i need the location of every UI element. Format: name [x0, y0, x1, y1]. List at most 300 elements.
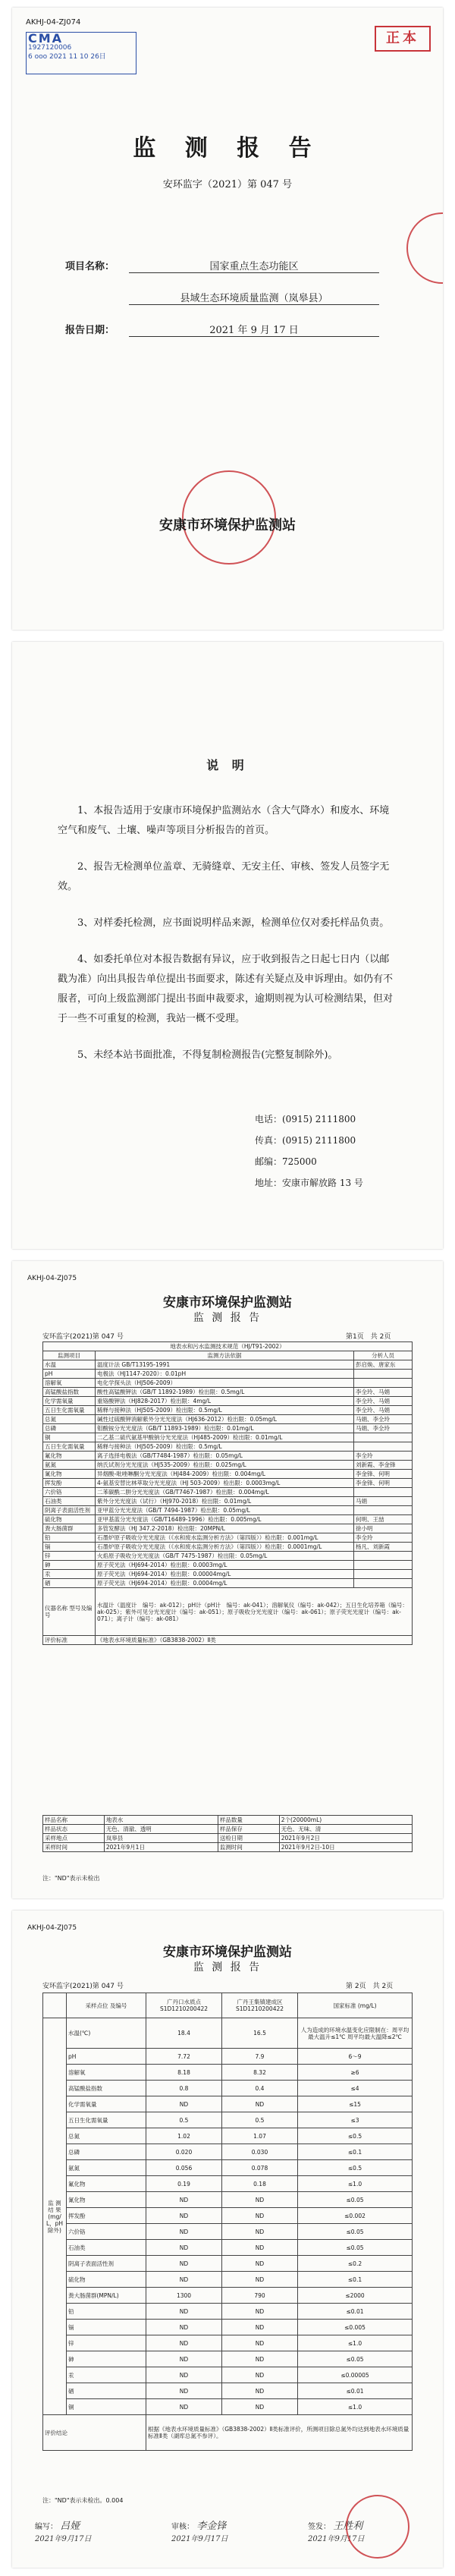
field-label: 报告日期： [65, 325, 115, 336]
result-value-site-1: ND [146, 2192, 222, 2208]
result-standard-limit: ≤0.00005 [298, 2367, 413, 2383]
result-row [43, 2112, 413, 2128]
method-item: 总氮 [43, 1415, 96, 1424]
result-parameter: 阴离子表面活性剂 [67, 2256, 146, 2272]
methods-table [42, 1341, 413, 1645]
project-name-row-2 [65, 290, 399, 305]
method-item: 石油类 [43, 1497, 96, 1506]
method-row [43, 1370, 413, 1379]
method-item: 锌 [43, 1552, 96, 1561]
field-value: 2021 年 9 月 17 日 [129, 322, 379, 337]
result-row [43, 2351, 413, 2367]
result-value-site-1: ND [146, 2240, 222, 2256]
result-value-site-2: ND [222, 2272, 298, 2288]
sample-info-label: 样品数量 [218, 1816, 279, 1825]
note-item: 2、报告无检测单位盖章、无骑缝章、无安主任、审核、签发人员签字无效。 [58, 861, 390, 892]
result-value-site-2: ND [222, 2224, 298, 2240]
table-header-row [43, 1993, 413, 2018]
column-header: 广丹王集镇建成区 S1D1210200422 [222, 1993, 298, 2018]
method-row [43, 1461, 413, 1470]
sample-info-body [43, 1816, 413, 1852]
result-parameter: 氨氮 [67, 2160, 146, 2176]
method-basis: 二乙基二硫代氨基甲酸钠分光光度法（HJ485-2009）检出限：0.01mg/L [96, 1433, 354, 1442]
document-code: AKHJ-04-ZJ075 [27, 1924, 77, 1932]
method-analyst: 李金锋、何明 [354, 1470, 413, 1479]
method-item: 硫化物 [43, 1515, 96, 1524]
result-row [43, 2128, 413, 2144]
sample-info-label: 样品保存 [218, 1825, 279, 1834]
method-analyst: 李全玲 [354, 1452, 413, 1461]
page-number: 第1页 共 2页 [346, 1333, 391, 1341]
method-row [43, 1543, 413, 1552]
result-parameter: 铜 [67, 2399, 146, 2415]
method-item: 挥发酚 [43, 1479, 96, 1488]
field-value: 国家重点生态功能区 [129, 258, 379, 273]
method-basis: 钼酸铵分光光度法（GB/T 11893-1989）检出限：0.01mg/L [96, 1424, 354, 1433]
result-value-site-1: 1300 [146, 2288, 222, 2304]
handwritten-signature: 李金锋 [196, 2521, 227, 2532]
table-caption: 地表水和污水监测技术规范（HJ/T91-2002） [43, 1342, 413, 1351]
method-analyst: 彭启焕、唐家东 [354, 1360, 413, 1370]
report-number: 安环监字(2021)第 047 号 [42, 1983, 124, 1990]
note-item: 5、未经本站书面批准，不得复制检测报告(完整复制除外)。 [77, 1049, 338, 1061]
result-value-site-2: ND [222, 2383, 298, 2399]
method-analyst [354, 1570, 413, 1579]
method-row [43, 1524, 413, 1533]
org-title: 安康市环境保护监测站 [163, 1945, 292, 1960]
method-item: 溶解氧 [43, 1379, 96, 1388]
result-row [43, 2208, 413, 2224]
method-row [43, 1452, 413, 1461]
report-title: 监 测 报 告 [133, 135, 322, 162]
result-parameter: 镉 [67, 2320, 146, 2335]
result-value-site-1: ND [146, 2351, 222, 2367]
method-analyst [354, 1370, 413, 1379]
method-row [43, 1397, 413, 1406]
method-row [43, 1470, 413, 1479]
method-basis: 原子荧光法（HJ694-2014）检出限：0.0003mg/L [96, 1561, 354, 1570]
signature-date: 2021年9月17日 [171, 2535, 228, 2543]
method-row [43, 1497, 413, 1506]
result-value-site-2: 1.07 [222, 2128, 298, 2144]
document-code: AKHJ-04-ZJ074 [26, 18, 81, 27]
method-row [43, 1506, 413, 1515]
result-value-site-2: 7.9 [222, 2049, 298, 2065]
method-analyst: 李金锋、何明 [354, 1479, 413, 1488]
method-item: 水温 [43, 1360, 96, 1370]
method-basis: 纳氏试剂分光光度法（HJ535-2009）检出限：0.025mg/L [96, 1461, 354, 1470]
result-value-site-2: ND [222, 2304, 298, 2320]
result-value-site-1: 0.8 [146, 2081, 222, 2096]
result-value-site-1: ND [146, 2304, 222, 2320]
method-item: 镉 [43, 1543, 96, 1552]
result-parameter: 高锰酸盐指数 [67, 2081, 146, 2096]
side-seal-icon [406, 212, 443, 284]
note-item: 3、对样委托检测，应书面说明样品来源，检测单位仅对委托样品负责。 [77, 917, 390, 929]
result-row [43, 2176, 413, 2192]
sample-info-value: 2021年9月2日-10日 [279, 1843, 412, 1852]
method-basis: 稀释与接种法（HJ505-2009）检出限：0.5mg/L [96, 1442, 354, 1452]
result-value-site-2: ND [222, 2208, 298, 2224]
footnote: 注："ND"表示未检出 [42, 1875, 100, 1882]
report-notes-page [12, 642, 443, 1249]
method-item: 铜 [43, 1433, 96, 1442]
method-basis: 电化学探头法（HJ506-2009） [96, 1379, 354, 1388]
result-parameter: 水温(℃) [67, 2018, 146, 2049]
result-parameter: 石油类 [67, 2240, 146, 2256]
method-basis: 4-氨基安替比林萃取分光光度法（HJ 503-2009）检出限：0.0003mg/L [96, 1479, 354, 1488]
handwritten-signature: 王胜利 [333, 2521, 363, 2532]
method-item: 汞 [43, 1570, 96, 1579]
result-standard-limit: ≤2000 [298, 2288, 413, 2304]
result-value-site-1: ND [146, 2399, 222, 2415]
method-row [43, 1442, 413, 1452]
result-value-site-1: ND [146, 2320, 222, 2335]
method-basis: 重铬酸钾法（HJ828-2017）检出限：4mg/L [96, 1397, 354, 1406]
method-basis: 多管发酵法（HJ 347.2-2018）检出限：20MPN/L [96, 1524, 354, 1533]
sample-info-value: 2021年9月1日 [104, 1843, 218, 1852]
instrument-list: 水温计（温度计 编号：ak-012）；pH计（pH计 编号：ak-041）；溶解氧仪（编号：ak-042）；五日生化培养箱（编号：ak-025）；紫外可见分光光度计（编号：ak-051）；原子吸收分光光度计（编号：ak-061）；原子荧光光度计（编号：ak-071）；离子计（编号：ak-081） [96, 1588, 413, 1636]
result-standard-limit: ≤0.1 [298, 2144, 413, 2160]
sample-info-value: 无色、清澈、透明 [104, 1825, 218, 1834]
sample-info-label: 送检日期 [218, 1834, 279, 1843]
method-analyst: 马娟、李全玲 [354, 1424, 413, 1433]
result-row [43, 2304, 413, 2320]
sample-info-value: 无色、无味、清 [279, 1825, 412, 1834]
conclusion-row [43, 2415, 413, 2451]
method-analyst: 马娟、李全玲 [354, 1415, 413, 1424]
report-number: 安环监字（2021）第 047 号 [162, 179, 293, 190]
result-standard-limit: ≤15 [298, 2096, 413, 2112]
result-row [43, 2335, 413, 2351]
method-item: 总磷 [43, 1424, 96, 1433]
result-value-site-2: 0.18 [222, 2176, 298, 2192]
evaluation-standard: 《地表水环境质量标准》（GB3838-2002）Ⅱ类 [96, 1636, 413, 1645]
method-item: pH [43, 1370, 96, 1379]
result-value-site-1: 0.020 [146, 2144, 222, 2160]
official-seal-icon [346, 2495, 410, 2559]
method-analyst: 徐小明 [354, 1524, 413, 1533]
result-row [43, 2081, 413, 2096]
page-number: 第 2页 共 2页 [346, 1983, 394, 1990]
method-basis: 离子选择电极法（GB/T7484-1987）检出限：0.05mg/L [96, 1452, 354, 1461]
result-row [43, 2224, 413, 2240]
result-value-site-1: 1.02 [146, 2128, 222, 2144]
result-value-site-1: 7.72 [146, 2049, 222, 2065]
method-basis: 亚甲基蓝分光光度法（GB/T16489-1996）检出限：0.005mg/L [96, 1515, 354, 1524]
sample-info-label: 样品状态 [43, 1825, 105, 1834]
method-basis: 电极法（HJ1147-2020）：0.01pH [96, 1370, 354, 1379]
method-row [43, 1533, 413, 1543]
method-item: 氨氮 [43, 1461, 96, 1470]
method-analyst: 李全玲、马娟 [354, 1388, 413, 1397]
result-value-site-2: ND [222, 2192, 298, 2208]
result-parameter: 挥发酚 [67, 2208, 146, 2224]
result-parameter: 硒 [67, 2383, 146, 2399]
result-standard-limit: ≤1.0 [298, 2399, 413, 2415]
method-analyst: 李全玲 [354, 1533, 413, 1543]
result-parameter: 总氮 [67, 2128, 146, 2144]
method-row [43, 1570, 413, 1579]
result-parameter: pH [67, 2049, 146, 2065]
result-standard-limit: ≤3 [298, 2112, 413, 2128]
result-value-site-2: ND [222, 2335, 298, 2351]
report-number: 安环监字(2021)第 047 号 [42, 1333, 124, 1341]
result-standard-limit: ≥6 [298, 2065, 413, 2081]
note-item: 1、本报告适用于安康市环境保护监测站水（含大气降水）和废水、环境空气和废气、土壤、噪声等项目分析报告的首页。 [58, 805, 390, 836]
result-value-site-1: ND [146, 2224, 222, 2240]
result-value-site-1: ND [146, 2335, 222, 2351]
method-row [43, 1424, 413, 1433]
result-value-site-1: ND [146, 2272, 222, 2288]
result-value-site-2: ND [222, 2240, 298, 2256]
result-value-site-2: 0.5 [222, 2112, 298, 2128]
result-standard-limit: ≤4 [298, 2081, 413, 2096]
field-value: 县域生态环境质量监测（岚皋县） [129, 290, 379, 305]
method-row [43, 1579, 413, 1588]
result-parameter: 氟化物 [67, 2176, 146, 2192]
method-basis: 石墨炉原子吸收分光光度法（《水和废水监测分析方法》（第四版））检出限：0.0001mg/L [96, 1543, 354, 1552]
method-basis: 异烟酸-吡唑啉酮分光光度法（HJ484-2009）检出限：0.004mg/L [96, 1470, 354, 1479]
result-row [43, 2272, 413, 2288]
result-value-site-2: 0.4 [222, 2081, 298, 2096]
method-basis: 原子荧光法（HJ694-2014）检出限：0.00004mg/L [96, 1570, 354, 1579]
method-basis: 稀释与接种法（HJ505-2009）检出限：0.5mg/L [96, 1406, 354, 1415]
method-basis: 原子荧光法（HJ694-2014）检出限：0.0004mg/L [96, 1579, 354, 1588]
method-row [43, 1379, 413, 1388]
result-value-site-1: ND [146, 2367, 222, 2383]
method-analyst: 李全玲、马娟 [354, 1397, 413, 1406]
result-row [43, 2399, 413, 2415]
result-value-site-2: ND [222, 2367, 298, 2383]
result-value-site-1: ND [146, 2208, 222, 2224]
method-item: 五日生化需氧量 [43, 1406, 96, 1415]
result-standard-limit: 6～9 [298, 2049, 413, 2065]
result-standard-limit: ≤0.1 [298, 2272, 413, 2288]
result-value-site-2: 16.5 [222, 2018, 298, 2049]
method-row [43, 1488, 413, 1497]
method-analyst: 刘新霞、李金锋 [354, 1461, 413, 1470]
result-row [43, 2383, 413, 2399]
result-value-site-2: ND [222, 2351, 298, 2367]
method-row [43, 1479, 413, 1488]
sample-info-row [43, 1816, 413, 1825]
method-row [43, 1415, 413, 1424]
method-row [43, 1360, 413, 1370]
result-value-site-2: ND [222, 2320, 298, 2335]
method-analyst: 杨凡、刘新霞 [354, 1543, 413, 1552]
project-name-row [65, 258, 399, 273]
result-value-site-2: 790 [222, 2288, 298, 2304]
method-item: 高锰酸盐指数 [43, 1388, 96, 1397]
sample-info-row [43, 1825, 413, 1834]
issuing-organization: 安康市环境保护监测站 [159, 517, 296, 533]
conclusion-label: 评价结论 [43, 2415, 146, 2451]
column-header: 采样点位 及编号 [67, 1993, 146, 2018]
sample-info-label: 采样地点 [43, 1834, 105, 1843]
sample-info-row [43, 1843, 413, 1852]
method-item: 五日生化需氧量 [43, 1442, 96, 1452]
table-header-row [43, 1351, 413, 1360]
report-subtitle: 监 测 报 告 [193, 1961, 262, 1974]
result-standard-limit: ≤0.5 [298, 2160, 413, 2176]
method-analyst [354, 1433, 413, 1442]
method-row [43, 1433, 413, 1442]
mark-line-1: 1927120006 [28, 44, 72, 52]
method-analyst [354, 1442, 413, 1452]
result-parameter: 砷 [67, 2351, 146, 2367]
signature-writer [35, 2518, 164, 2543]
instrument-label: 仪器名称 型号及编号 [43, 1588, 96, 1636]
mark-line-2: 6 ooo 2021 11 10 26日 [28, 53, 106, 61]
result-value-site-1: 0.056 [146, 2160, 222, 2176]
result-value-site-1: 0.5 [146, 2112, 222, 2128]
sample-info-label: 监测时间 [218, 1843, 279, 1852]
result-value-site-2: 0.030 [222, 2144, 298, 2160]
method-item: 铅 [43, 1533, 96, 1543]
result-parameter: 硫化物 [67, 2272, 146, 2288]
method-row [43, 1552, 413, 1561]
signature-date: 2021年9月17日 [308, 2535, 365, 2543]
report-page-2 [12, 1911, 443, 2568]
result-parameter: 总磷 [67, 2144, 146, 2160]
instrument-row [43, 1588, 413, 1636]
result-row [43, 2367, 413, 2383]
method-row [43, 1406, 413, 1415]
result-value-site-1: ND [146, 2096, 222, 2112]
result-row [43, 2160, 413, 2176]
result-parameter: 六价铬 [67, 2224, 146, 2240]
result-standard-limit: ≤0.05 [298, 2351, 413, 2367]
results-side-label: 监 测 结 果 (mg/L，pH 除外) [43, 2018, 67, 2415]
result-parameter: 五日生化需氧量 [67, 2112, 146, 2128]
field-label: 项目名称： [65, 261, 115, 272]
report-date-row [65, 322, 399, 337]
report-cover-page [12, 8, 443, 630]
signature-label: 审核： [171, 2523, 194, 2531]
method-basis: 碱性过硫酸钾消解紫外分光光度法（HJ636-2012）检出限：0.05mg/L [96, 1415, 354, 1424]
report-page-1 [12, 1261, 443, 1898]
method-row [43, 1515, 413, 1524]
method-basis: 亚甲蓝分光光度法（GB/T 7494-1987）检出限：0.05mg/L [96, 1506, 354, 1515]
result-standard-limit: ≤0.5 [298, 2128, 413, 2144]
method-item: 粪大肠菌群 [43, 1524, 96, 1533]
method-item: 化学需氧量 [43, 1397, 96, 1406]
result-value-site-1: 18.4 [146, 2018, 222, 2049]
method-basis: 紫外分光光度法（试行）（HJ970-2018）检出限：0.01mg/L [96, 1497, 354, 1506]
document-code: AKHJ-04-ZJ075 [27, 1275, 77, 1282]
method-basis: 火焰原子吸收分光光度法（GB/T 7475-1987）检出限：0.05mg/L [96, 1552, 354, 1561]
result-value-site-1: ND [146, 2256, 222, 2272]
results-table-body [43, 2018, 413, 2415]
method-analyst: 李全玲、马娟 [354, 1406, 413, 1415]
conclusion-text: 根据《地表水环境质量标准》（GB3838-2002）Ⅱ类标准评价，所测项目除总氮外均达到地表水环境质量标准Ⅱ类（湖库总氮不参评）。 [146, 2415, 413, 2451]
result-standard-limit: ≤1.0 [298, 2176, 413, 2192]
method-analyst [354, 1506, 413, 1515]
method-item: 硒 [43, 1579, 96, 1588]
contact-address: 地址：安康市解放路 13 号 [255, 1178, 363, 1188]
signature-reviewer [171, 2518, 300, 2543]
method-analyst [354, 1579, 413, 1588]
result-parameter: 锌 [67, 2335, 146, 2351]
result-standard-limit: ≤0.01 [298, 2304, 413, 2320]
result-parameter: 化学需氧量 [67, 2096, 146, 2112]
method-basis: 二苯碳酰二肼分光光度法（GB/T7467-1987）检出限：0.004mg/L [96, 1488, 354, 1497]
result-row [43, 2065, 413, 2081]
result-value-site-2: ND [222, 2256, 298, 2272]
contact-phone: 电话：(0915) 2111800 [255, 1114, 356, 1124]
handwritten-signature: 吕娅 [60, 2521, 80, 2532]
method-item: 氰化物 [43, 1470, 96, 1479]
note-item: 4、如委托单位对本报告数据有异议，应于收到报告之日起七日内（以邮戳为准）向出具报告单位提出书面要求，陈述有关疑点及申诉理由。如仍有不服者，可向上级监测部门提出书面申裁要求，逾期则视为认可检测结果，但对于一些不可重复的检测，我站一概不受理。 [58, 954, 394, 1024]
result-value-site-2: ND [222, 2399, 298, 2415]
method-basis: 温度计法 GB/T13195-1991 [96, 1360, 354, 1370]
org-title: 安康市环境保护监测站 [163, 1295, 292, 1310]
result-row [43, 2320, 413, 2335]
method-analyst [354, 1488, 413, 1497]
result-row [43, 2240, 413, 2256]
contact-postcode: 邮编：725000 [255, 1156, 317, 1167]
result-value-site-1: 0.19 [146, 2176, 222, 2192]
report-subtitle: 监 测 报 告 [193, 1312, 262, 1324]
result-standard-limit: ≤0.05 [298, 2192, 413, 2208]
sample-info-label: 样品名称 [43, 1816, 105, 1825]
method-basis: 石墨炉原子吸收分光光度法（《水和废水监测分析方法》（第四版））检出限：0.001mg/L [96, 1533, 354, 1543]
methods-table-body [43, 1360, 413, 1588]
result-row [43, 2288, 413, 2304]
signature-label: 编写： [35, 2523, 58, 2531]
column-header: 分析人员 [354, 1351, 413, 1360]
result-row [43, 2018, 413, 2049]
method-row [43, 1388, 413, 1397]
footnote: 注："ND"表示未检出。0.004 [42, 2497, 124, 2504]
result-row [43, 2192, 413, 2208]
result-row [43, 2096, 413, 2112]
result-standard-limit: ≤0.05 [298, 2240, 413, 2256]
result-standard-limit: ≤0.002 [298, 2208, 413, 2224]
column-header: 监测方法依据 [96, 1351, 354, 1360]
result-parameter: 氰化物 [67, 2192, 146, 2208]
method-analyst [354, 1552, 413, 1561]
qualification-mark [26, 32, 136, 74]
column-header: 广丹口水质点 S1D1210200422 [146, 1993, 222, 2018]
evaluation-label: 评价标准 [43, 1636, 96, 1645]
notes-title: 说 明 [206, 758, 249, 772]
method-basis: 酸性高锰酸钾法（GB/T 11892-1989）检出限：0.5mg/L [96, 1388, 354, 1397]
sample-info-table [42, 1815, 413, 1852]
method-item: 阴离子表面活性剂 [43, 1506, 96, 1515]
column-header: 监测项目 [43, 1351, 96, 1360]
result-row [43, 2049, 413, 2065]
results-table [42, 1993, 413, 2451]
result-parameter: 粪大肠菌群(MPN/L) [67, 2288, 146, 2304]
method-item: 六价铬 [43, 1488, 96, 1497]
result-parameter: 溶解氧 [67, 2065, 146, 2081]
method-analyst [354, 1379, 413, 1388]
result-value-site-2: 8.32 [222, 2065, 298, 2081]
cma-seal-text: CMA [28, 31, 64, 46]
result-standard-limit: ≤1.0 [298, 2335, 413, 2351]
sample-info-label: 采样时间 [43, 1843, 105, 1852]
result-standard-limit: ≤0.05 [298, 2224, 413, 2240]
column-header: 国家标准 (mg/L) [298, 1993, 413, 2018]
result-row [43, 2144, 413, 2160]
method-item: 砷 [43, 1561, 96, 1570]
sample-info-value: 岚皋县 [104, 1834, 218, 1843]
result-value-site-1: ND [146, 2383, 222, 2399]
contact-fax: 传真：(0915) 2111800 [255, 1135, 356, 1146]
signature-date: 2021年9月17日 [35, 2535, 92, 2543]
